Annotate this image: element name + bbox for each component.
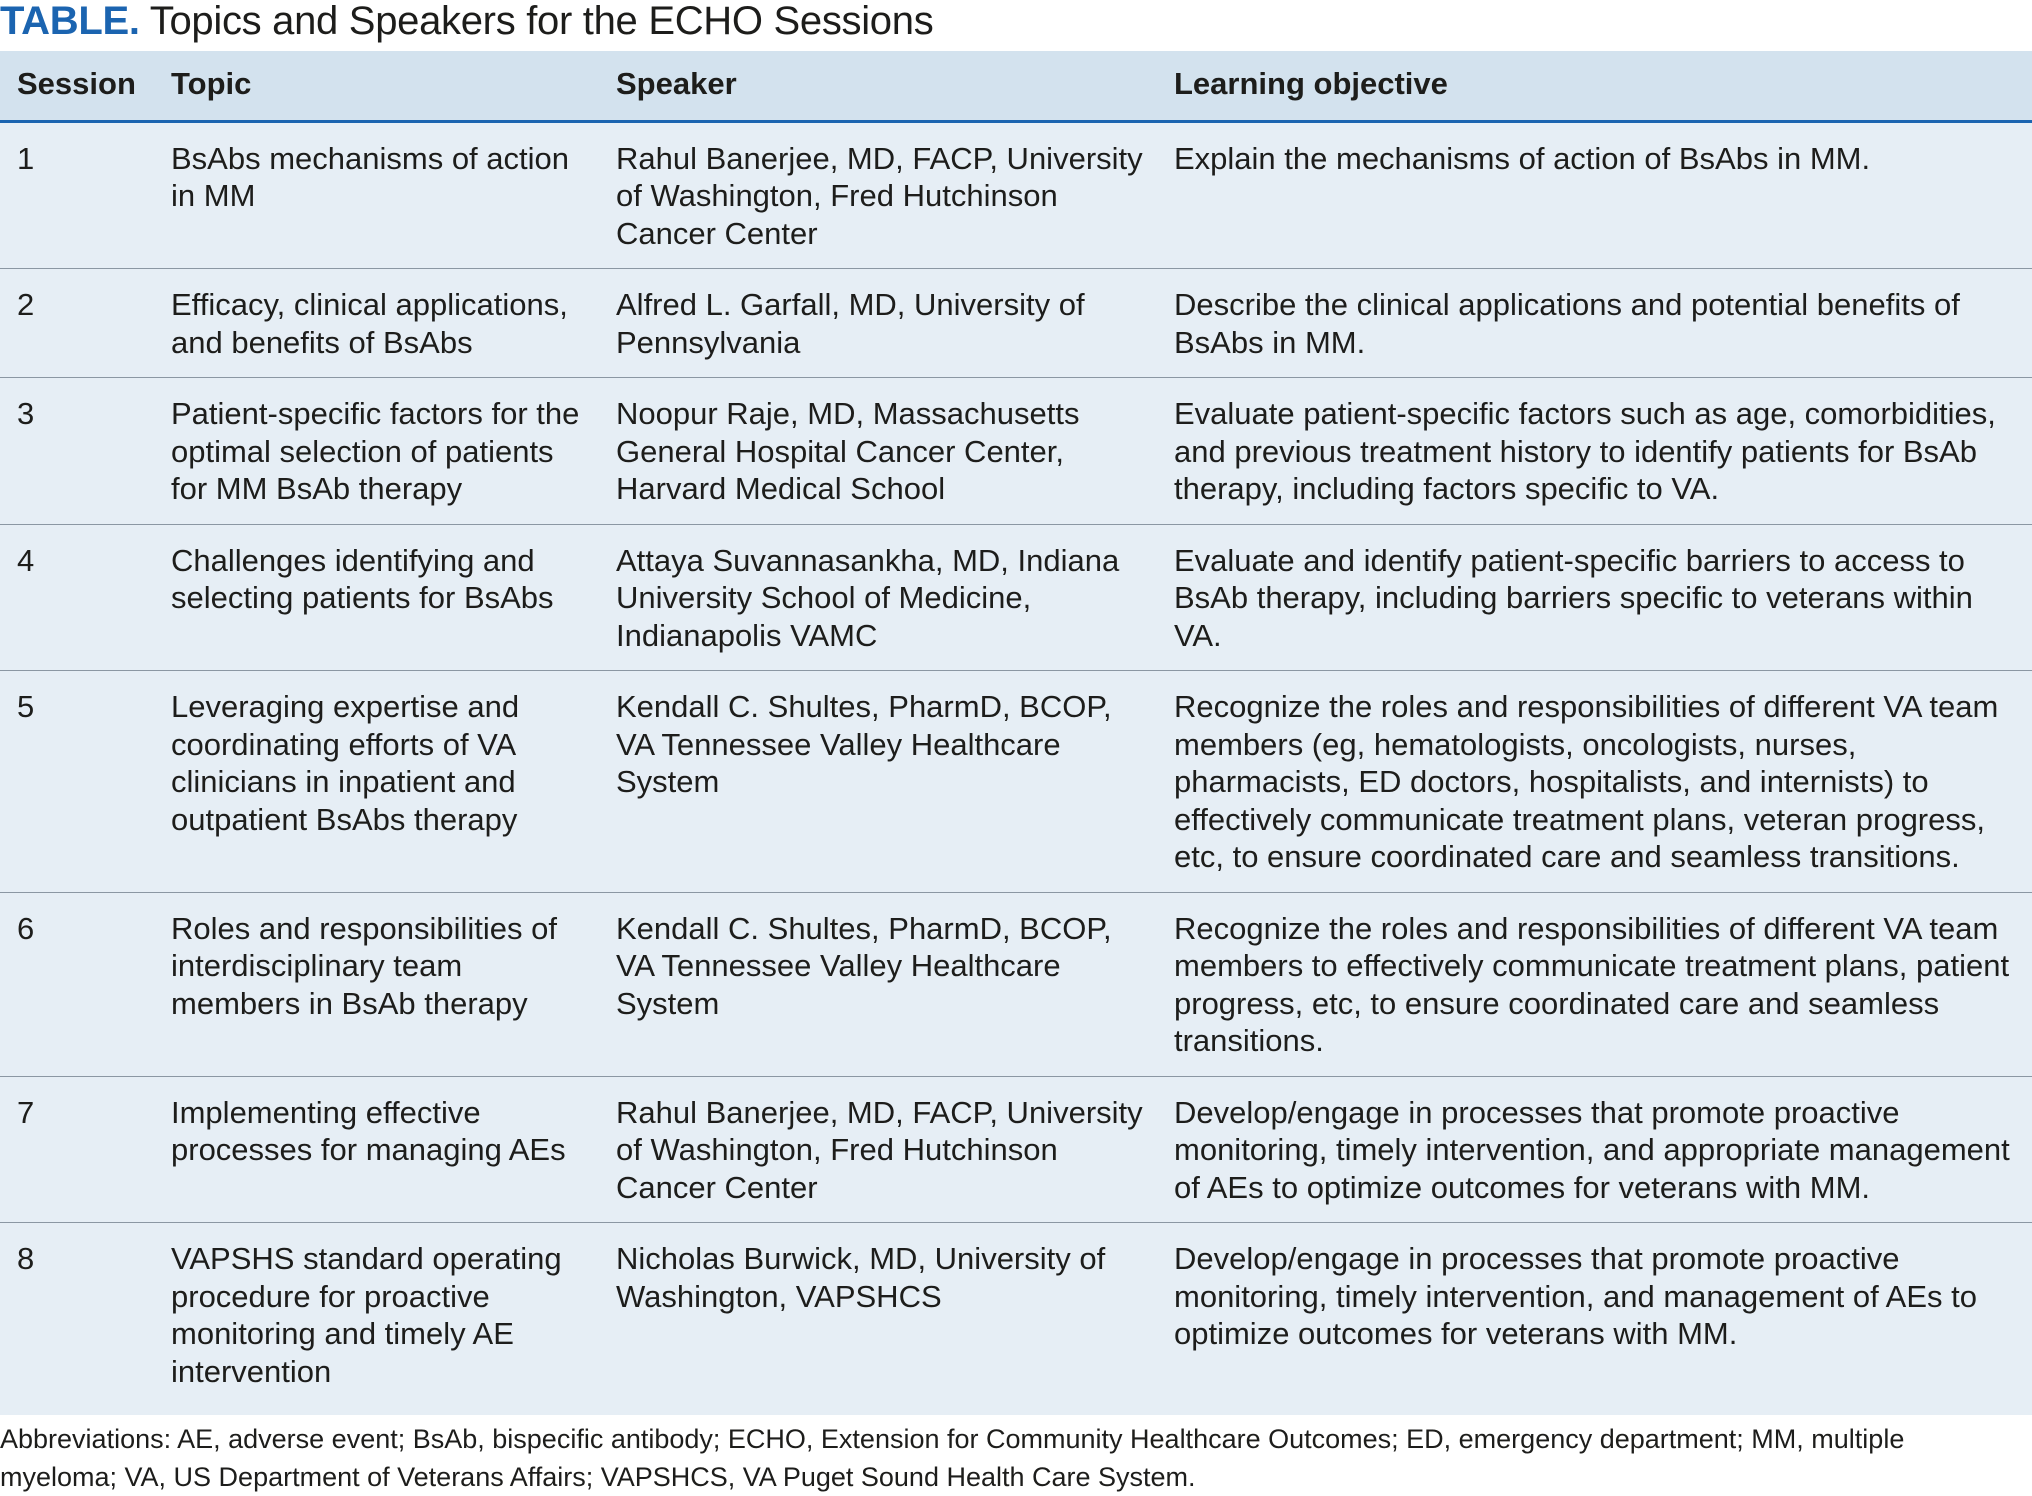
table-row xyxy=(0,892,2032,1076)
table-row xyxy=(0,671,2032,893)
cell-topic: Roles and responsibilities of interdisciplinary team members in BsAb therapy xyxy=(155,892,600,1076)
cell-speaker: Nicholas Burwick, MD, University of Washington, VAPSHCS xyxy=(616,1241,1106,1314)
cell-topic: BsAbs mechanisms of action in MM xyxy=(155,121,600,269)
cell-topic: Patient-specific factors for the optimal selection of patients for MM BsAb therapy xyxy=(155,378,600,525)
table-row xyxy=(0,378,2032,525)
cell-session: 2 xyxy=(0,269,155,378)
cell-speaker: Rahul Banerjee, MD, FACP, University of Washington, Fred Hutchinson Cancer Center xyxy=(600,1076,1158,1223)
table-title: Topics and Speakers for the ECHO Sessions xyxy=(149,0,934,43)
cell-session: 7 xyxy=(0,1076,155,1223)
column-header-session: Session xyxy=(0,51,155,121)
cell-speaker: Rahul Banerjee, MD, FACP, University of Washington, Fred Hutchinson Cancer Center xyxy=(600,121,1158,269)
cell-speaker: Alfred L. Garfall, MD, University of Pennsylvania xyxy=(600,269,1158,378)
cell-topic: Implementing effective processes for managing AEs xyxy=(155,1076,600,1223)
cell-topic: Challenges identifying and selecting patients for BsAbs xyxy=(155,524,600,671)
table-row xyxy=(0,524,2032,671)
cell-topic: Leveraging expertise and coordinating efforts of VA clinicians in inpatient and outpatient BsAbs therapy xyxy=(155,671,600,893)
table-row xyxy=(0,1076,2032,1223)
column-header-speaker: Speaker xyxy=(600,51,1158,121)
column-header-topic: Topic xyxy=(155,51,600,121)
cell-learning-objective: Explain the mechanisms of action of BsAbs in MM. xyxy=(1158,121,2032,269)
cell-speaker: Kendall C. Shultes, PharmD, BCOP, VA Tennessee Valley Healthcare System xyxy=(600,892,1158,1076)
cell-session: 3 xyxy=(0,378,155,525)
table-label: TABLE. xyxy=(0,0,140,43)
cell-session: 6 xyxy=(0,892,155,1076)
table-footnote-abbreviations: Abbreviations: AE, adverse event; BsAb, bispecific antibody; ECHO, Extension for Community Healthcare Outcomes; ED, emergency department; MM, multiple myeloma; VA, US Department of Veterans Affairs; VAPSHCS, VA Puget Sound Health Care System. xyxy=(0,1424,1905,1492)
cell-session: 4 xyxy=(0,524,155,671)
cell-speaker: Kendall C. Shultes, PharmD, BCOP, VA Tennessee Valley Healthcare System xyxy=(600,671,1158,893)
table-row xyxy=(0,269,2032,378)
cell-learning-objective: Evaluate patient-specific factors such as age, comorbidities, and previous treatment history to identify patients for BsAb therapy, including factors specific to VA. xyxy=(1158,378,2032,525)
sessions-table xyxy=(0,51,2032,1406)
cell-learning-objective: Describe the clinical applications and potential benefits of BsAbs in MM. xyxy=(1158,269,2032,378)
column-header-learning-objective: Learning objective xyxy=(1158,51,2032,121)
cell-learning-objective: Recognize the roles and responsibilities of different VA team members (eg, hematologists, oncologists, nurses, pharmacists, ED doctors, hospitalists, and internists) to effectively communicate treatment plans, veteran progress, etc, to ensure coordinated care and seamless transitions. xyxy=(1158,671,2032,893)
cell-session: 8 xyxy=(17,1241,35,1276)
cell-session: 5 xyxy=(0,671,155,893)
cell-speaker: Attaya Suvannasankha, MD, Indiana University School of Medicine, Indianapolis VAMC xyxy=(600,524,1158,671)
table-caption xyxy=(0,0,933,50)
cell-learning-objective: Evaluate and identify patient-specific barriers to access to BsAb therapy, including barriers specific to veterans within VA. xyxy=(1158,524,2032,671)
cell-learning-objective: Develop/engage in processes that promote proactive monitoring, timely intervention, and appropriate management of AEs to optimize outcomes for veterans with MM. xyxy=(1158,1076,2032,1223)
table-container xyxy=(0,51,2032,1415)
table-row xyxy=(0,121,2032,269)
table-header-row xyxy=(0,51,2032,121)
cell-learning-objective: Develop/engage in processes that promote proactive monitoring, timely intervention, and management of AEs to optimize outcomes for veterans with MM. xyxy=(1174,1241,1977,1351)
cell-topic: VAPSHS standard operating procedure for proactive monitoring and timely AE intervention xyxy=(171,1241,562,1389)
table-row xyxy=(0,1223,2032,1407)
cell-topic: Efficacy, clinical applications, and benefits of BsAbs xyxy=(155,269,600,378)
cell-session: 1 xyxy=(0,121,155,269)
cell-speaker: Noopur Raje, MD, Massachusetts General Hospital Cancer Center, Harvard Medical School xyxy=(600,378,1158,525)
cell-learning-objective: Recognize the roles and responsibilities of different VA team members to effectively communicate treatment plans, patient progress, etc, to ensure coordinated care and seamless transitions. xyxy=(1158,892,2032,1076)
